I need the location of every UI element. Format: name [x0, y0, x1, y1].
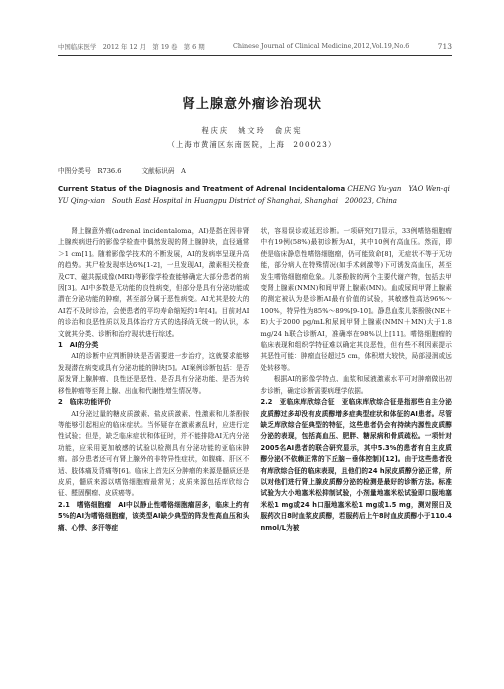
english-title-block	[58, 183, 457, 207]
english-authors-affiliation: CHENG Yu-yan YAO Wen-qi YU Qing-xian South East Hospital in Huangpu District of Shanghai, Shanghai 200023, China	[58, 185, 457, 205]
journal-issue-cn: 中国临床医学 2012 年 12 月 第 19 卷 第 6 期	[58, 43, 205, 51]
header-rule	[58, 55, 452, 56]
page-number: 713	[437, 42, 452, 51]
journal-issue-en: Chinese Journal of Clinical Medicine,2012,Vol.19,No.6	[233, 42, 410, 50]
section-heading: 2.2 亚临床库欣综合征 亚临床库欣综合征是指那些自主分泌皮质醇过多却没有皮质醇增多症典型症状和体征的AI患者。尽管缺乏库欣综合征典型的特征，这些患者仍会有持续内源性皮质醇分泌的表现，包括高血压、肥胖、糖尿病和骨质疏松。一项针对2005名AI患者的联合研究显示，其中5.3%的患者有自主皮质醇分泌(不依赖正常的下丘脑－垂体控制)[12]。由于这些患者没有库欣综合征的临床表现，且他们的24 h尿皮质醇分泌正常，所以对他们进行肾上腺皮质醇分泌的检测是最好的诊断方法。标准试验为大小地塞米松抑制试验，小剂量地塞米松试验即口服地塞米松1 mg或24 h口服地塞米松1 mg或1.5 mg，测对照日及服药次日8时血浆皮质醇，若服药后上午8时血皮质醇小于110.4 nmol/L为被	[260, 398, 452, 532]
body-columns	[58, 226, 452, 534]
classification-meta	[58, 165, 204, 175]
paragraph: AI分泌过量的糖皮质激素、盐皮质激素、性激素和儿茶酚胺等能够引起相应的临床症状。当怀疑存在激素紊乱时，应进行定性试验；但是，缺乏临床症状和体征时，并不能排除AI无内分泌功能，应采用更加敏感的试验以检测具有分泌功能的亚临床肿瘤。部分患者还可有肾上腺外的非特异性症状，如腹痛、肝区不适、肢体痛及背痛等[6]。临床上首先区分肿瘤的来源是髓质还是皮质，髓质来源以嗜铬细胞瘤最常见；皮质来源包括库欣综合征、醛固酮瘤、皮质癌等。	[58, 409, 250, 498]
affiliation: （上海市黄浦区东南医院，上海 200023）	[167, 140, 337, 149]
paragraph: 状，容易误诊或延迟诊断。一项研究[7]显示，33例嗜铬细胞瘤中有19例(58%)最初诊断为AI，其中10例有高血压。然而，即使是临床静息性嗜铬细胞瘤，仍可能致命[8]，无症状不等于无功能，部分病人在特殊情况(如手术刺激等)下可诱发高血压，甚至发生嗜铬细胞瘤危象。儿茶酚胺的两个主要代谢产物，包括去甲变肾上腺素(NMN)和间甲肾上腺素(MN)。血或尿间甲肾上腺素的测定被认为是诊断AI最有价值的试验，其敏感性高达96%～100%，特异性为85%～89%[9-10]。静息血浆儿茶酚胺(NE＋E)大于2000 pg/mL和尿间甲肾上腺素(NMN＋MN)大于1.8 mg/24 h联合诊断AI，准确率在98%以上[11]。嗜铬细胞瘤的临床表现和组织学特征难以确定其良恶性，但有些不利因素提示其恶性可能：肿瘤直径超过5 cm，体积增大较快，局部浸润或远处转移等。	[260, 227, 452, 372]
paragraph: 肾上腺意外瘤(adrenal incidentaloma，AI)是指在因非肾上腺疾病进行的影像学检查中偶然发现的肾上腺肿块，直径通常＞1 cm[1]。随着影像学技术的不断发展，AI的发病率呈现升高的趋势。其尸检发现率达6%[1-2]，一旦发现AI，激素相关检查及CT、磁共振成像(MRI)等影像学检查能够确定大部分患者的病因[3]。AI中多数是无功能的良性病变，但部分是具有分泌功能或潜在分泌功能的肿瘤，甚至部分属于恶性病变。AI尤其是较大的AI若不及时诊治，会使患者的平均寿命缩短约1年[4]。目前对AI的诊治和良恶性质以及具体治疗方式的选择尚无统一的认识，本文就其分类、诊断和治疗现状进行综述。	[58, 227, 250, 338]
paragraph: AI的诊断中应判断肿块是否需要进一步治疗，这就要求能够发现潜在病变或具有分泌功能的肿块[5]。AI案例诊断包括：是否原发肾上腺肿瘤、良性还是恶性、是否具有分泌功能、是否为转移性肿瘤等至肾上腺、出血和代谢性增生情况等。	[58, 352, 250, 395]
running-header	[58, 42, 452, 51]
author-list: 程庆庆 姚文玲 俞庆宪	[201, 126, 303, 135]
paragraph: 根据AI的影像学特点、血浆和尿液激素水平可对肿瘤做出初步诊断，确定诊断需要病理学依据。	[260, 375, 452, 395]
english-title: Current Status of the Diagnosis and Treatment of Adrenal Incidentaloma	[58, 185, 346, 193]
section-heading: 1 AI的分类	[58, 341, 99, 350]
article-title: 肾上腺意外瘤诊治现状	[181, 97, 322, 112]
left-column	[58, 226, 250, 534]
document-code: 文献标识码 A	[141, 167, 186, 175]
right-column	[261, 226, 453, 534]
section-heading: 2 临床功能评价	[58, 398, 112, 407]
clc-number: 中图分类号 R736.6	[58, 167, 122, 175]
section-heading: 2.1 嗜铬细胞瘤 AI中以静止性嗜铬细胞瘤居多，临床上约有5%的AI为嗜铬细胞瘤，该类型AI缺少典型的阵发性高血压和头痛、心悸、多汗等症	[58, 500, 250, 532]
